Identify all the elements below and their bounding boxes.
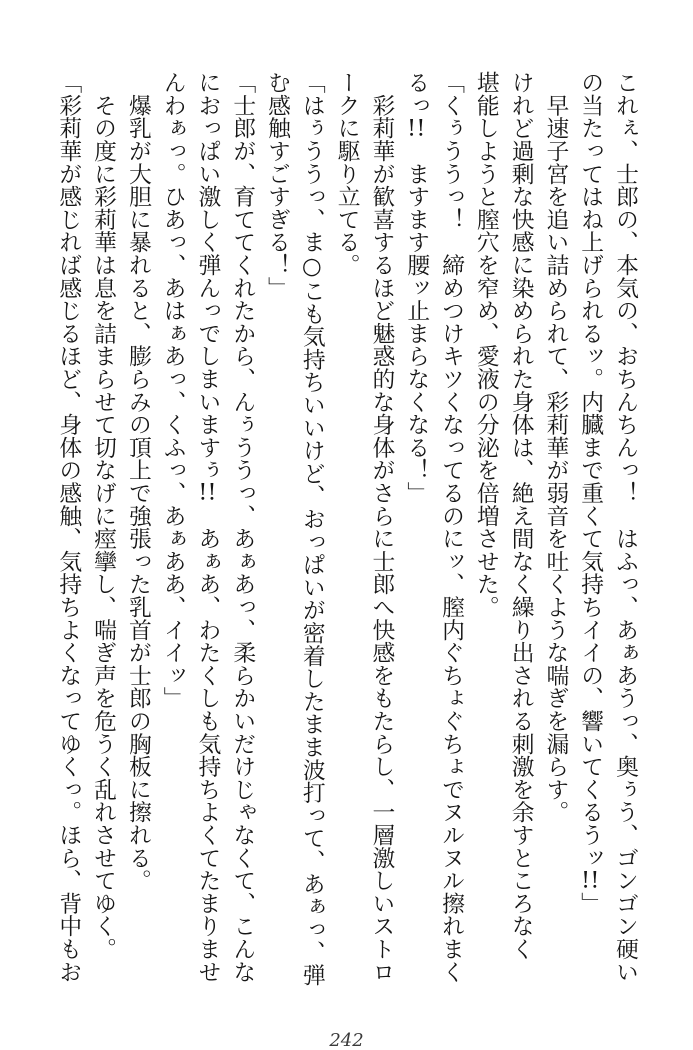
text-column: 彩莉華が歓喜するほど魅惑的な身体がさらに士郎へ快感をもたらし、一層激しいストロ	[368, 71, 395, 983]
double-exclamation: !!	[407, 116, 426, 140]
vertical-text-body	[50, 71, 642, 996]
text-column: これぇ、士郎の、本気の、おちんちんっ！ はふっ、あぁあうっ、奥ぅう、ゴンゴン硬い	[612, 71, 638, 983]
text-column: む感触すごすぎる！」	[264, 71, 291, 299]
text-column: 「はぅううっ、ま○こも気持ちいいけど、おっぱいが密着したまま波打って、あぁっ、弾	[298, 71, 325, 987]
text-column: 「士郎が、育ててくれたから、んぅううっ、あぁあっ、柔らかいだけじゃなくて、こんな	[229, 71, 256, 983]
text-column: 爆乳が大胆に暴れると、膨らみの頂上で強張った乳首が士郎の胸板に擦れる。	[124, 71, 151, 892]
text-column: 堪能しようと膣穴を窄め、愛液の分泌を倍増させた。	[472, 71, 499, 619]
double-exclamation: !!	[581, 869, 600, 892]
double-exclamation: !!	[198, 481, 217, 505]
text-column: るっ!! ますます腰ッ止まらなくなる！」	[403, 71, 430, 505]
text-column: んわぁっ。ひあっ、あはぁあっ、くふっ、あぁああ、イイッ」	[159, 71, 186, 710]
text-column: その度に彩莉華は息を詰まらせて切なげに痙攣し、喘ぎ声を危うく乱れさせてゆく。	[90, 71, 117, 961]
text-column: けれど過剰な快感に染められた身体は、絶え間なく繰り出される刺激を余すところなく	[507, 71, 534, 961]
text-column: 「彩莉華が感じれば感じるほど、身体の感触、気持ちよくなってゆくっ。ほら、背中もお	[55, 71, 82, 983]
text-column: の当たってはね上げられるッ。内臓まで重くて気持ちイイの、響いてくるうッ!!」	[577, 71, 604, 915]
text-column: 「くぅううっ！ 締めつけキツくなってるのにッ、膣内ぐちょぐちょでヌルヌル擦れまく	[438, 71, 465, 983]
text-column: 早速子宮を追い詰められて、彩莉華が弱音を吐くような喘ぎを漏らす。	[542, 71, 569, 824]
page-number: 242	[329, 1030, 364, 1050]
text-column: におっぱい激しく弾んっでしまいますぅ!! あぁあ、わたくしも気持ちよくてたまりませ	[194, 71, 221, 984]
text-column: ークに駆り立てる。	[333, 71, 360, 277]
